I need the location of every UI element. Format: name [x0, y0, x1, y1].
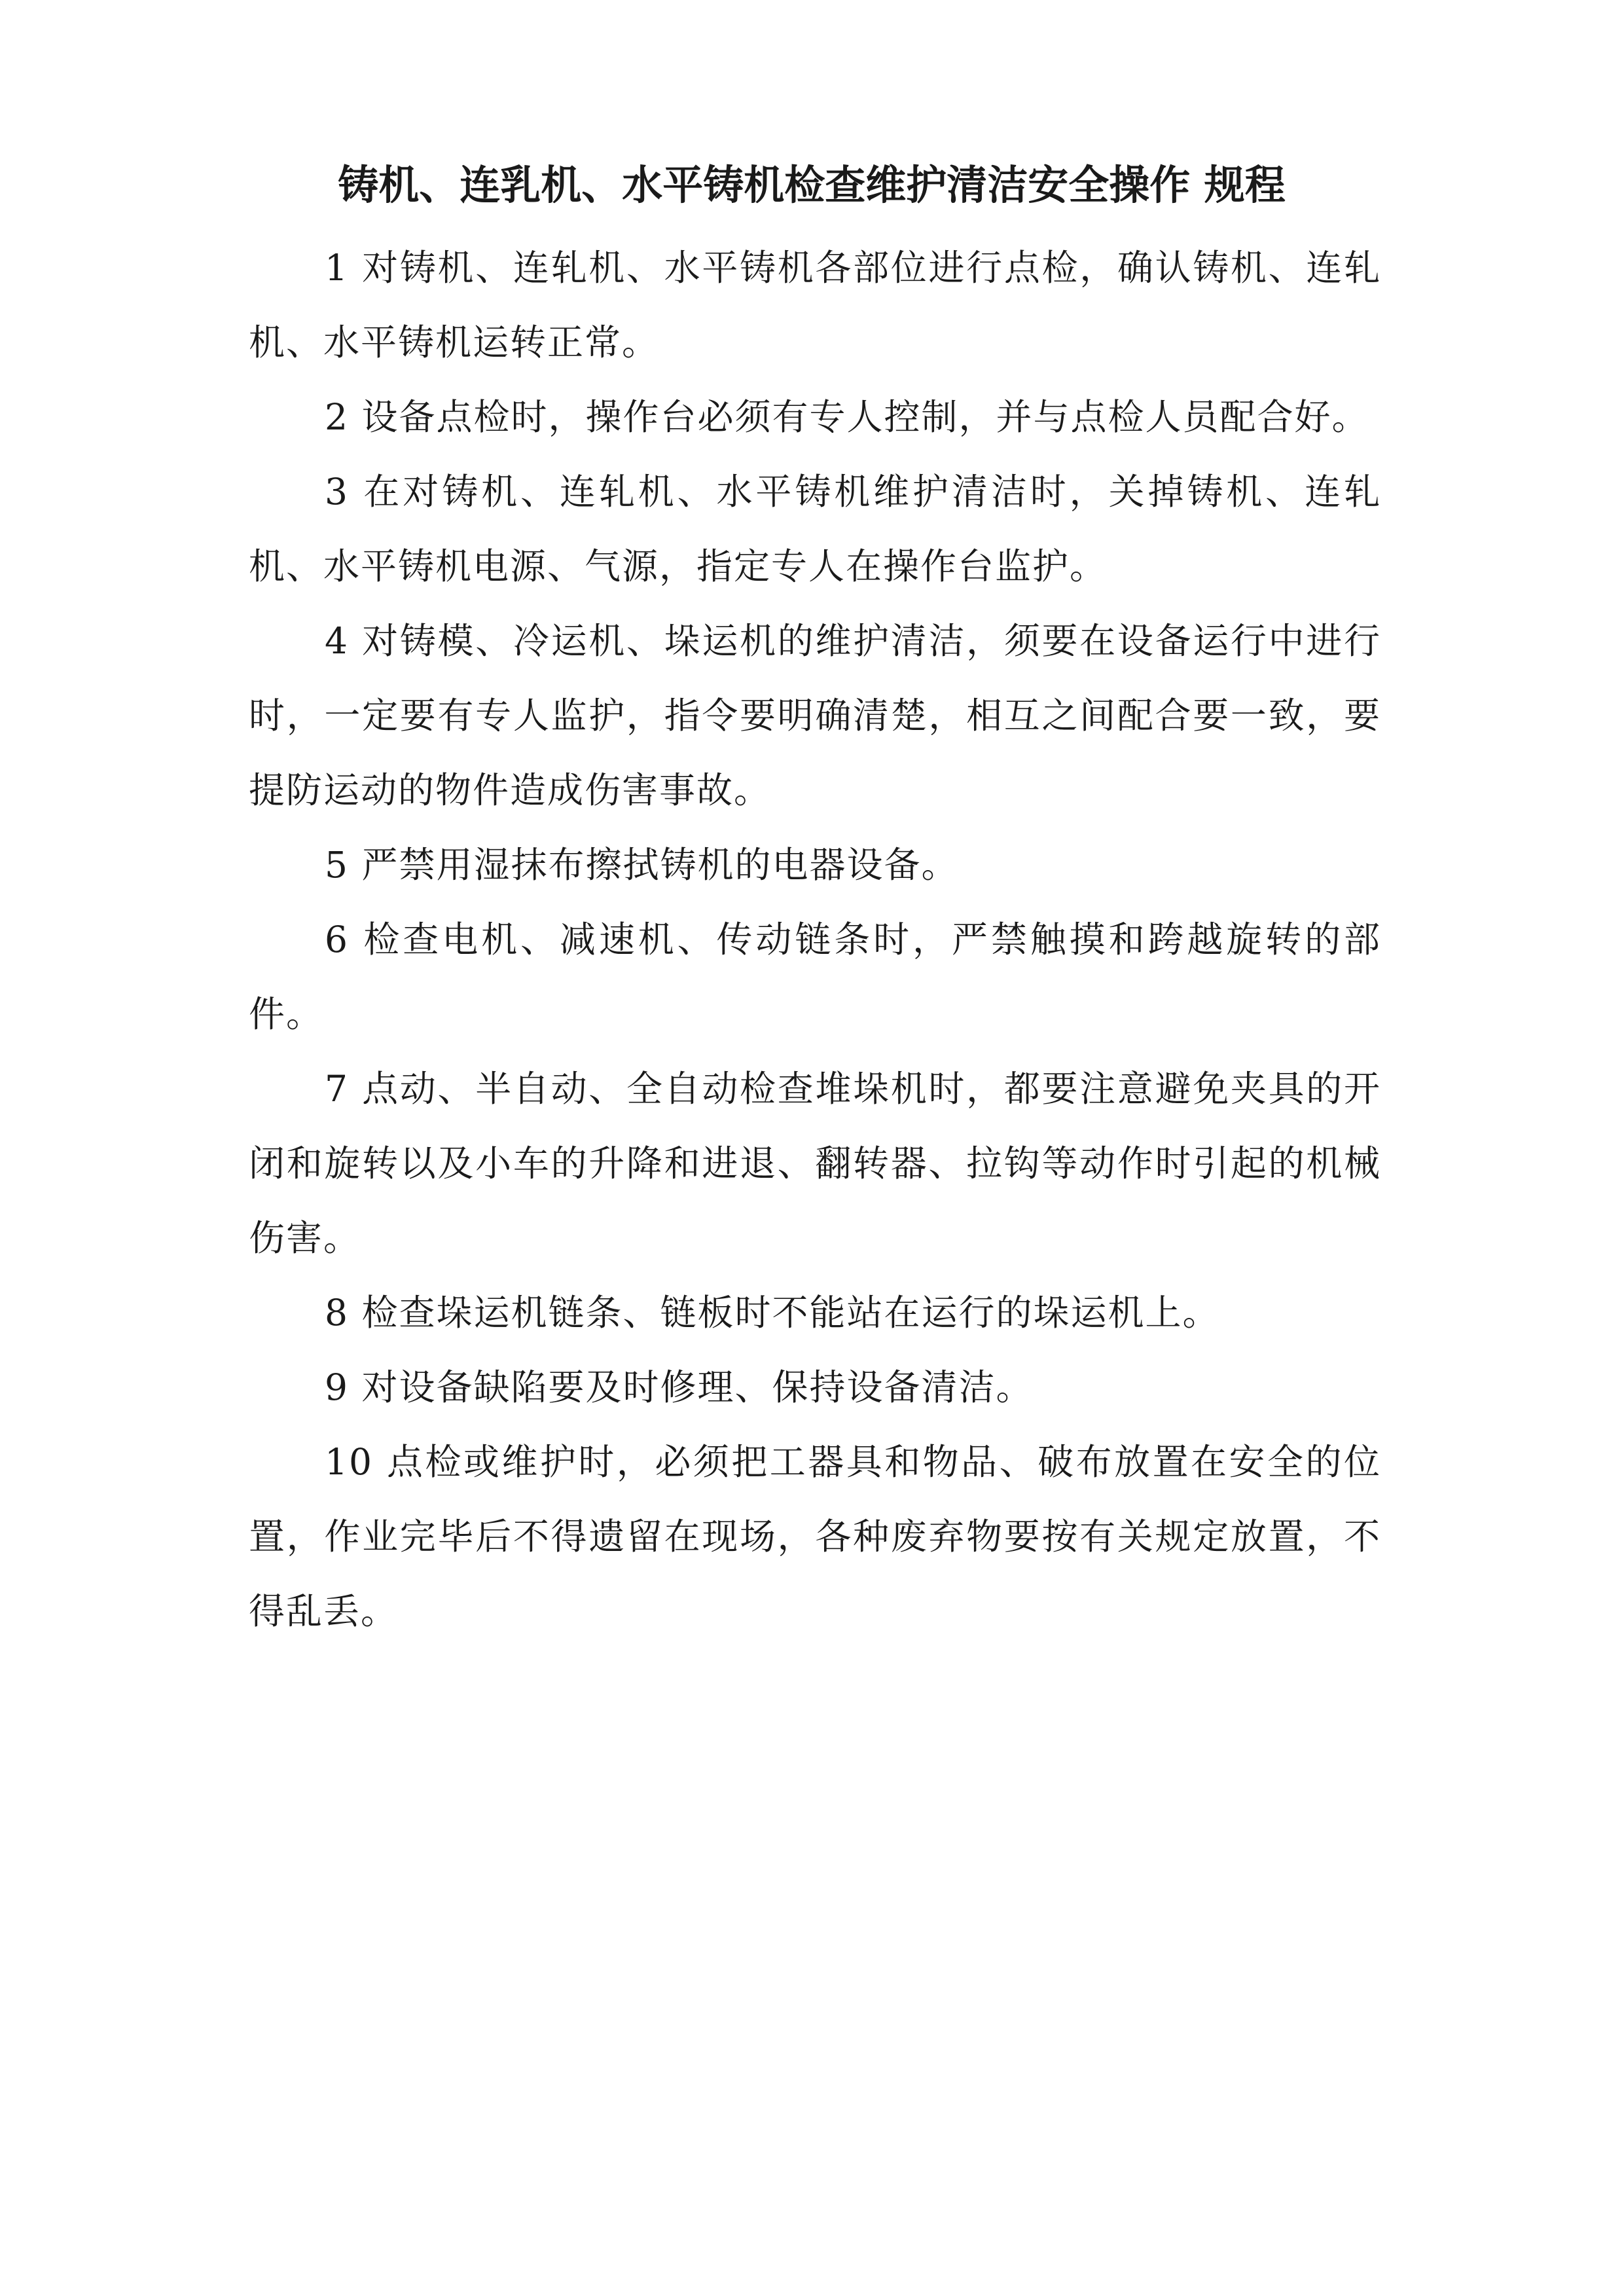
paragraph-2: 2 设备点检时，操作台必须有专人控制，并与点检人员配合好。	[325, 396, 1369, 438]
paragraph-1: 1 对铸机、连轧机、水平铸机各部位进行点检，确认铸机、连轧机、水平铸机运转正常。	[249, 247, 1381, 363]
paragraph-8: 8 检查垛运机链条、链板时不能站在运行的垛运机上。	[325, 1292, 1220, 1334]
paragraph-5: 5 严禁用湿抹布擦拭铸机的电器设备。	[325, 844, 959, 886]
paragraph-6: 6 检查电机、减速机、传动链条时，严禁触摸和跨越旋转的部件。	[249, 919, 1381, 1035]
paragraph-3: 3 在对铸机、连轧机、水平铸机维护清洁时，关掉铸机、连轧机、水平铸机电源、气源，指定专人在操作台监护。	[249, 471, 1381, 587]
document-body	[249, 230, 1381, 1649]
paragraph-9: 9 对设备缺陷要及时修理、保持设备清洁。	[325, 1366, 1034, 1408]
paragraph-10: 10 点检或维护时，必须把工器具和物品、破布放置在安全的位置，作业完毕后不得遗留在现场，各种废弃物要按有关规定放置，不得乱丢。	[249, 1441, 1381, 1632]
document-title: 铸机、连乳机、水平铸机检查维护清洁安全操作 规程	[338, 161, 1286, 209]
paragraph-4: 4 对铸模、冷运机、垛运机的维护清洁，须要在设备运行中进行时，一定要有专人监护，指令要明确清楚，相互之间配合要一致，要提防运动的物件造成伤害事故。	[249, 620, 1381, 811]
paragraph-7: 7 点动、半自动、全自动检查堆垛机时，都要注意避免夹具的开闭和旋转以及小车的升降和进退、翻转器、拉钩等动作时引起的机械伤害。	[249, 1068, 1381, 1259]
